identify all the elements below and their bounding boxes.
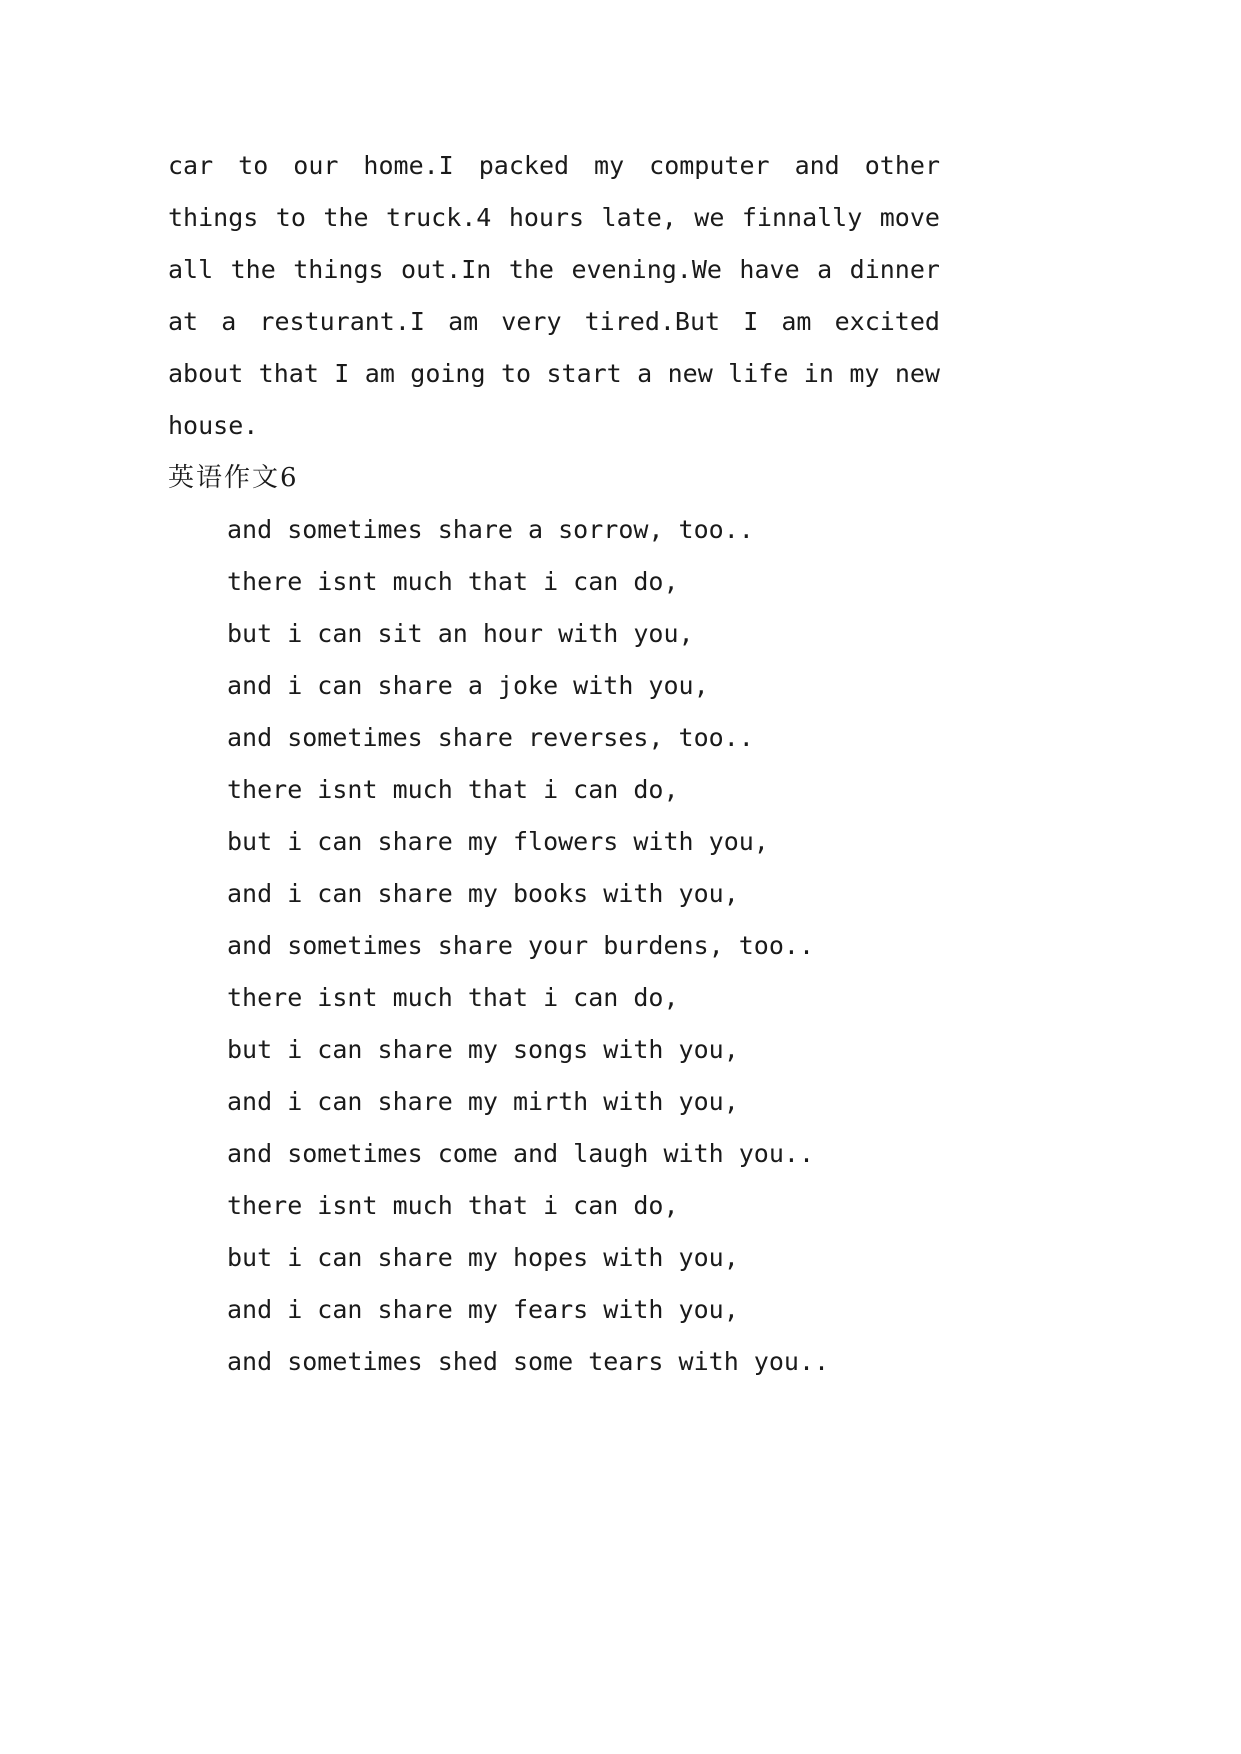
essay-last-line: house.	[168, 411, 259, 440]
essay-word: the	[230, 255, 276, 284]
essay-word: late,	[601, 203, 677, 232]
essay-word: a	[637, 359, 653, 388]
essay-word: my	[594, 151, 625, 180]
essay-word: I	[743, 307, 759, 336]
poem-block	[227, 504, 940, 1388]
poem-line: and sometimes share a sorrow, too..	[227, 515, 754, 544]
essay-word: at	[168, 307, 199, 336]
essay-word: evening.We	[571, 255, 722, 284]
essay-word: truck.4	[385, 203, 492, 232]
essay-word: start	[546, 359, 622, 388]
poem-line: but i can share my hopes with you,	[227, 1243, 739, 1272]
poem-line: and sometimes shed some tears with you..	[227, 1347, 830, 1376]
poem-line: and sometimes come and laugh with you..	[227, 1139, 814, 1168]
poem-line: there isnt much that i can do,	[227, 567, 679, 596]
essay-word: the	[323, 203, 369, 232]
essay-word: dinner	[849, 255, 940, 284]
poem-line: but i can sit an hour with you,	[227, 619, 694, 648]
essay-word: resturant.I	[259, 307, 425, 336]
essay-word: computer	[649, 151, 770, 180]
essay-word: and	[794, 151, 840, 180]
essay-word: packed	[478, 151, 570, 180]
poem-line: and sometimes share reverses, too..	[227, 723, 754, 752]
essay-word: a	[221, 307, 237, 336]
poem-line: there isnt much that i can do,	[227, 983, 679, 1012]
essay-word: new	[667, 359, 713, 388]
poem-line: and i can share my fears with you,	[227, 1295, 739, 1324]
essay-word: excited	[834, 307, 940, 336]
essay-word: life	[728, 359, 789, 388]
essay-word: the	[508, 255, 554, 284]
essay-word: finnally	[741, 203, 863, 232]
essay-word: things	[168, 203, 259, 232]
essay-word: I	[334, 359, 350, 388]
essay-line	[168, 348, 940, 400]
poem-line: and i can share a joke with you,	[227, 671, 709, 700]
essay-word: things	[293, 255, 384, 284]
essay-line	[168, 244, 940, 296]
essay-word: going	[410, 359, 486, 388]
poem-line: and sometimes share your burdens, too..	[227, 931, 814, 960]
poem-line: and i can share my mirth with you,	[227, 1087, 739, 1116]
essay-word: to	[500, 359, 532, 388]
essay-word: car	[168, 151, 214, 180]
essay-paragraph	[168, 140, 940, 400]
poem-line: there isnt much that i can do,	[227, 1191, 679, 1220]
essay-word: move	[879, 203, 940, 232]
essay-word: to	[238, 151, 269, 180]
poem-line: but i can share my flowers with you,	[227, 827, 769, 856]
essay-word: a	[817, 255, 833, 284]
essay-word: tired.But	[584, 307, 721, 336]
essay-word: that	[258, 359, 319, 388]
essay-line	[168, 140, 940, 192]
essay-word: we	[694, 203, 725, 232]
essay-word: out.In	[401, 255, 492, 284]
essay-word: hours	[508, 203, 585, 232]
essay-word: to	[275, 203, 306, 232]
essay-line	[168, 192, 940, 244]
essay-word: in	[803, 359, 834, 388]
essay-word: all	[168, 255, 214, 284]
essay-word: other	[864, 151, 940, 180]
essay-text-block	[168, 140, 940, 1388]
poem-line: and i can share my books with you,	[227, 879, 739, 908]
essay-word: very	[501, 307, 562, 336]
essay-word: my	[849, 359, 880, 388]
essay-word: our	[293, 151, 339, 180]
essay-word: home.I	[363, 151, 454, 180]
essay-word: new	[894, 359, 940, 388]
poem-line: there isnt much that i can do,	[227, 775, 679, 804]
essay-line	[168, 296, 940, 348]
essay-word: am	[781, 307, 812, 336]
section-heading: 英语作文6	[168, 463, 299, 493]
essay-word: am	[364, 359, 395, 388]
essay-word: have	[739, 255, 800, 284]
essay-word: about	[168, 359, 244, 388]
poem-line: but i can share my songs with you,	[227, 1035, 739, 1064]
essay-word: am	[448, 307, 479, 336]
